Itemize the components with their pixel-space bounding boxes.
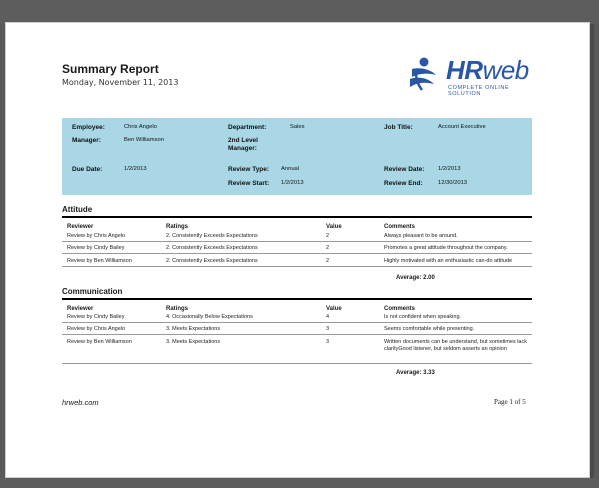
row-comment: Promotes a great attitude throughout the company. <box>384 245 508 251</box>
row-rating: 3. Meets Expectations <box>166 339 221 345</box>
row-rating: 2. Consistently Exceeds Expectations <box>166 233 258 239</box>
row-comment: Written documents can be understand, but sometimes lack clarityGood listener, but seldom asserts an opinion <box>384 339 527 353</box>
row-rating: 2. Consistently Exceeds Expectations <box>166 258 258 264</box>
review-type-label: Review Type: <box>228 166 270 173</box>
department-value: Sales <box>290 124 305 130</box>
hrweb-logo <box>406 55 538 97</box>
manager-label: Manager: <box>72 137 101 144</box>
viewer-bottom-bar <box>0 478 599 488</box>
row-reviewer: Review by Chris Angelo <box>67 233 126 239</box>
row-value: 4 <box>326 314 330 320</box>
row-reviewer: Review by Cindy Bailey <box>67 245 125 251</box>
section-average: Average: 3.33 <box>396 370 435 376</box>
section-average: Average: 2.00 <box>396 275 435 281</box>
row-rating: 3. Meets Expectations <box>166 326 221 332</box>
page-number: Page 1 of 5 <box>494 398 526 406</box>
review-start-value: 1/2/2013 <box>281 180 304 186</box>
col-comments: Comments <box>384 224 416 230</box>
row-divider <box>62 253 532 254</box>
report-date: Monday, November 11, 2013 <box>62 78 179 87</box>
row-value: 2 <box>326 258 330 264</box>
job-title-label: Job Title: <box>384 124 413 131</box>
second-manager-label: 2nd Level Manager: <box>228 137 258 152</box>
row-value: 3 <box>326 326 330 332</box>
review-start-label: Review Start: <box>228 180 270 187</box>
row-divider <box>62 241 532 242</box>
employee-info-box <box>62 118 532 195</box>
review-type-value: Annual <box>281 166 300 172</box>
row-value: 2 <box>326 245 330 251</box>
row-reviewer: Review by Ben Williamson <box>67 258 132 264</box>
row-value: 2 <box>326 233 330 239</box>
review-end-value: 12/30/2013 <box>438 180 468 186</box>
page-shadow <box>590 24 594 478</box>
row-rating: 4. Occasionally Below Expectations <box>166 314 253 320</box>
logo-mark-icon <box>406 57 442 91</box>
row-comment: Always pleasant to be around. <box>384 233 458 239</box>
col-ratings: Ratings <box>166 224 189 230</box>
section-title-attitude: Attitude <box>62 205 93 214</box>
viewer-top-bar <box>0 0 599 24</box>
row-comment: Is not confident when speaking. <box>384 314 462 320</box>
col-reviewer: Reviewer <box>67 306 94 312</box>
due-date-value: 1/2/2013 <box>124 166 147 172</box>
section-rule <box>62 298 532 300</box>
due-date-label: Due Date: <box>72 166 103 173</box>
col-comments: Comments <box>384 306 416 312</box>
manager-value: Ben Williamson <box>124 137 164 143</box>
footer-site: hrweb.com <box>62 398 99 407</box>
row-comment: Highly motivated with an enthusiastic can-do attitude <box>384 258 513 264</box>
logo-tagline: COMPLETE ONLINE SOLUTION <box>448 85 510 97</box>
col-value: Value <box>326 224 342 230</box>
review-date-value: 1/2/2013 <box>438 166 461 172</box>
row-reviewer: Review by Cindy Bailey <box>67 314 125 320</box>
department-label: Department: <box>228 124 267 131</box>
row-comment: Seems comfortable while presenting. <box>384 326 475 332</box>
col-reviewer: Reviewer <box>67 224 94 230</box>
row-rating: 2. Consistently Exceeds Expectations <box>166 245 258 251</box>
logo-wordmark: HRweb <box>446 55 529 85</box>
review-end-label: Review End: <box>384 180 423 187</box>
row-divider <box>62 363 532 364</box>
row-reviewer: Review by Chris Angelo <box>67 326 126 332</box>
review-date-label: Review Date: <box>384 166 425 173</box>
row-reviewer: Review by Ben Williamson <box>67 339 132 345</box>
col-ratings: Ratings <box>166 306 189 312</box>
employee-value: Chris Angelo <box>124 124 157 130</box>
job-title-value: Account Executive <box>438 124 486 130</box>
page-title: Summary Report <box>62 62 159 76</box>
section-title-communication: Communication <box>62 287 123 296</box>
section-rule <box>62 216 532 218</box>
row-divider <box>62 266 532 267</box>
row-value: 3 <box>326 339 330 345</box>
employee-label: Employee: <box>72 124 105 131</box>
col-value: Value <box>326 306 342 312</box>
row-divider <box>62 334 532 335</box>
row-divider <box>62 322 532 323</box>
